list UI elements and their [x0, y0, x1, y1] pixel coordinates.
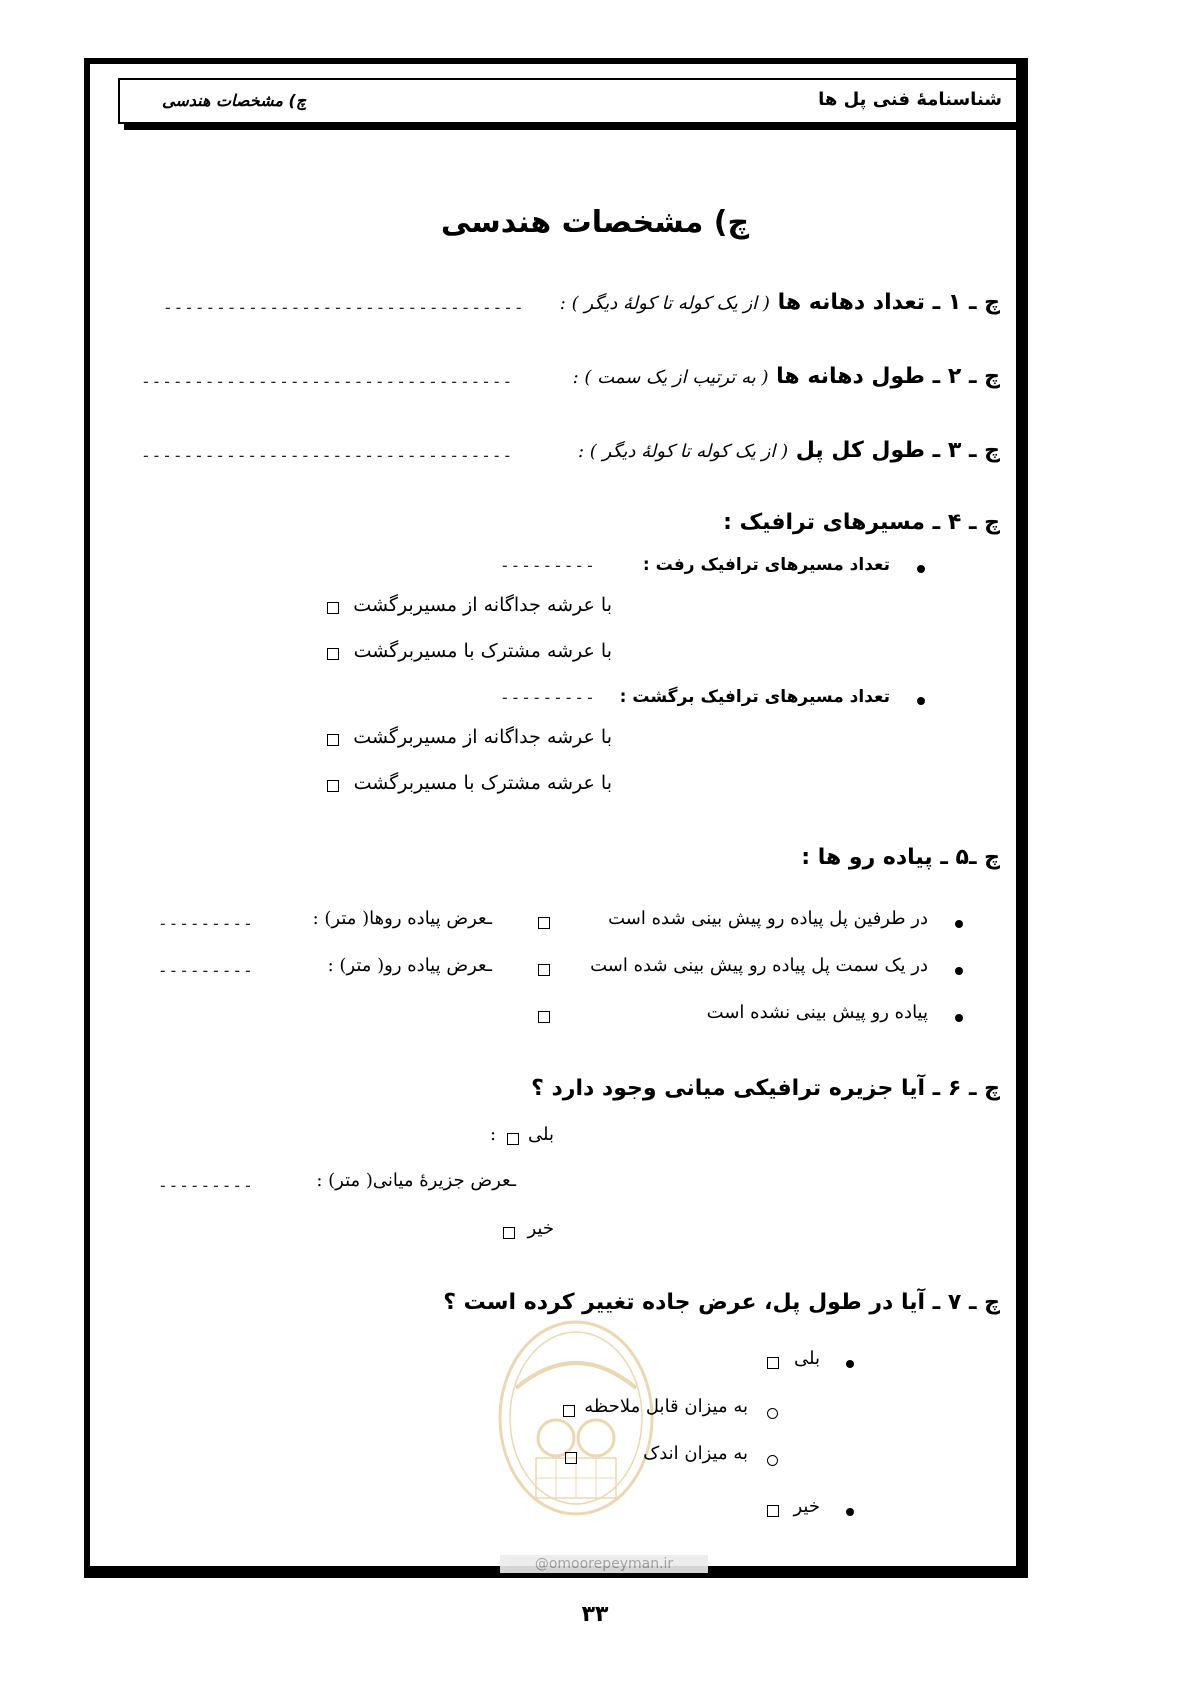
circle-bullet-icon	[767, 1455, 778, 1466]
q7-no-label: خیر	[793, 1496, 820, 1517]
q5-opt2-checkbox[interactable]	[538, 964, 550, 976]
q5-opt2-width-blank[interactable]: ---------	[158, 961, 254, 980]
circle-bullet-icon	[767, 1408, 778, 1419]
bullet-icon	[917, 697, 925, 705]
q5-opt2-label: در یک سمت پل پیاده رو پیش بینی شده است	[590, 955, 928, 976]
q3-note: ( از یک کوله تا کولهٔ دیگر ) :	[578, 441, 789, 462]
q4-return-shared-label: با عرشه مشترک با مسیربرگشت	[353, 772, 612, 794]
document-title: شناسنامهٔ فنی پل ها	[818, 89, 1002, 110]
q4-go-blank[interactable]: ---------	[500, 556, 596, 575]
q6-width-label: ـعرض جزیرهٔ میانی( متر) :	[316, 1170, 516, 1191]
q4-return-blank[interactable]: ---------	[500, 688, 596, 707]
q4-return-shared-checkbox[interactable]	[327, 780, 339, 792]
page-number: ۳۳	[581, 1602, 609, 1627]
q2-note: ( به ترتیب از یک سمت ) :	[572, 367, 769, 388]
q6-no-checkbox[interactable]	[503, 1227, 515, 1239]
q7-yes-label: بلی	[794, 1348, 820, 1369]
bullet-icon	[917, 565, 925, 573]
bullet-icon	[955, 967, 963, 975]
q2-line	[573, 364, 1000, 389]
q4-label: چ ـ ۴ ـ مسیرهای ترافیک :	[723, 510, 1000, 535]
q1-line	[560, 290, 1000, 315]
q6-yes-label: بلی	[528, 1124, 554, 1145]
q1-label: چ ـ ۱ ـ تعداد دهانه ها	[777, 290, 1000, 315]
q7-slight-checkbox[interactable]	[565, 1452, 577, 1464]
q4-go-label: تعداد مسیرهای ترافیک رفت :	[642, 555, 890, 575]
q6-no-label: خیر	[527, 1218, 554, 1239]
q3-label: چ ـ ۳ ـ طول کل پل	[795, 438, 1000, 463]
q2-blank[interactable]: -----------------------------------	[141, 372, 514, 391]
q4-return-label: تعداد مسیرهای ترافیک برگشت :	[619, 687, 890, 707]
q5-opt2-width-label: ـعرض پیاده رو( متر) :	[327, 955, 492, 976]
q1-note: ( از یک کوله تا کولهٔ دیگر ) :	[559, 293, 770, 314]
q4-go-separate-label: با عرشه جداگانه از مسیربرگشت	[353, 594, 612, 616]
page-header	[118, 78, 1018, 124]
q5-opt3-checkbox[interactable]	[538, 1011, 550, 1023]
q5-opt3-label: پیاده رو پیش بینی نشده است	[706, 1002, 928, 1023]
q7-no-checkbox[interactable]	[767, 1505, 779, 1517]
bullet-icon	[846, 1360, 854, 1368]
q6-yes-checkbox[interactable]	[507, 1133, 519, 1145]
q5-opt1-width-blank[interactable]: ---------	[158, 914, 254, 933]
q5-label: چ ـ۵ ـ پیاده رو ها :	[801, 845, 1000, 870]
q5-opt1-label: در طرفین پل پیاده رو پیش بینی شده است	[608, 908, 928, 929]
q3-blank[interactable]: -----------------------------------	[141, 446, 514, 465]
main-heading: چ) مشخصات هندسی	[440, 205, 750, 240]
q5-opt1-width-label: ـعرض پیاده روها( متر) :	[312, 908, 492, 929]
q6-width-blank[interactable]: ---------	[158, 1176, 254, 1195]
q1-blank[interactable]: ----------------------------------	[163, 298, 525, 317]
bullet-icon	[955, 1014, 963, 1022]
q4-go-separate-checkbox[interactable]	[327, 602, 339, 614]
q7-slight-label: به میزان اندک	[643, 1443, 748, 1464]
q7-considerable-checkbox[interactable]	[563, 1405, 575, 1417]
bullet-icon	[846, 1508, 854, 1516]
q4-return-separate-label: با عرشه جداگانه از مسیربرگشت	[353, 726, 612, 748]
q2-label: چ ـ ۲ ـ طول دهانه ها	[776, 364, 1000, 389]
bullet-icon	[955, 920, 963, 928]
section-title: چ) مشخصات هندسی	[162, 91, 307, 110]
seal-stamp-icon	[496, 1318, 656, 1518]
q7-yes-checkbox[interactable]	[767, 1357, 779, 1369]
q7-considerable-label: به میزان قابل ملاحظه	[584, 1396, 748, 1417]
q3-line	[578, 438, 1000, 463]
q4-go-shared-label: با عرشه مشترک با مسیربرگشت	[353, 640, 612, 662]
watermark-text: @omoorepeyman.ir	[500, 1555, 708, 1573]
q4-return-separate-checkbox[interactable]	[327, 734, 339, 746]
q5-opt1-checkbox[interactable]	[538, 917, 550, 929]
q6-yes-colon: :	[490, 1124, 497, 1145]
q6-label: چ ـ ۶ ـ آیا جزیره ترافیکی میانی وجود دارد ؟	[531, 1076, 1000, 1101]
q7-label: چ ـ ۷ ـ آیا در طول پل، عرض جاده تغییر کرده است ؟	[443, 1290, 1000, 1315]
q4-go-shared-checkbox[interactable]	[327, 648, 339, 660]
